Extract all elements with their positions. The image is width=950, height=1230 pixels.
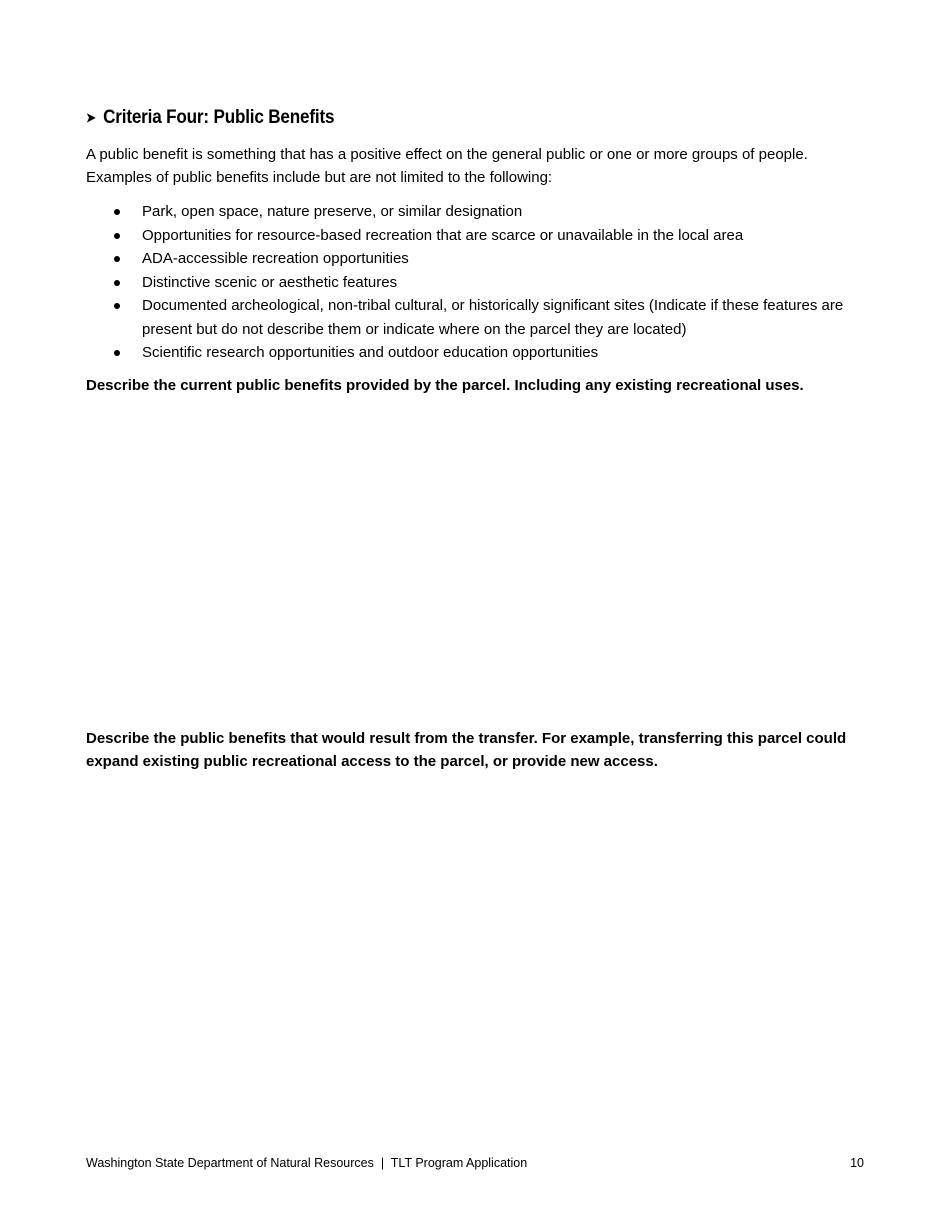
question-transfer-benefits: Describe the public benefits that would result from the transfer. For example, transferring this parcel could expand existing public recreational access to the parcel, or provide new access.	[86, 730, 847, 770]
arrowhead-right-icon: ➤	[86, 110, 96, 125]
examples-list	[86, 200, 876, 365]
bullet-icon	[114, 256, 120, 262]
list-item: Documented archeological, non-tribal cultural, or historically significant sites (Indicate if these features are present but do not describe them or indicate where on the parcel they are located)	[86, 294, 876, 341]
intro-paragraph: A public benefit is something that has a positive effect on the general public or one or more groups of people. Examples of public benefits include but are not limited to the following:	[86, 146, 808, 186]
footer-text: Washington State Department of Natural Resources | TLT Program Application	[86, 1156, 528, 1170]
list-item: Distinctive scenic or aesthetic features	[86, 271, 876, 295]
bullet-icon	[114, 209, 120, 215]
section-heading-text: Criteria Four: Public Benefits	[103, 107, 335, 128]
list-item: Opportunities for resource-based recreation that are scarce or unavailable in the local area	[86, 224, 876, 248]
bullet-icon	[114, 233, 120, 239]
bullet-icon	[114, 303, 120, 309]
answer-area-transfer-benefits[interactable]	[86, 776, 876, 1136]
page-number: 10	[850, 1156, 864, 1170]
bullet-icon	[114, 280, 120, 286]
list-item: Scientific research opportunities and outdoor education opportunities	[86, 341, 876, 365]
list-item: ADA-accessible recreation opportunities	[86, 247, 876, 271]
list-item: Park, open space, nature preserve, or similar designation	[86, 200, 876, 224]
question-current-benefits: Describe the current public benefits provided by the parcel. Including any existing recreational uses.	[86, 377, 804, 394]
answer-area-current-benefits[interactable]	[86, 400, 876, 720]
page-footer	[86, 1156, 864, 1170]
section-heading	[86, 107, 334, 129]
bullet-icon	[114, 350, 120, 356]
